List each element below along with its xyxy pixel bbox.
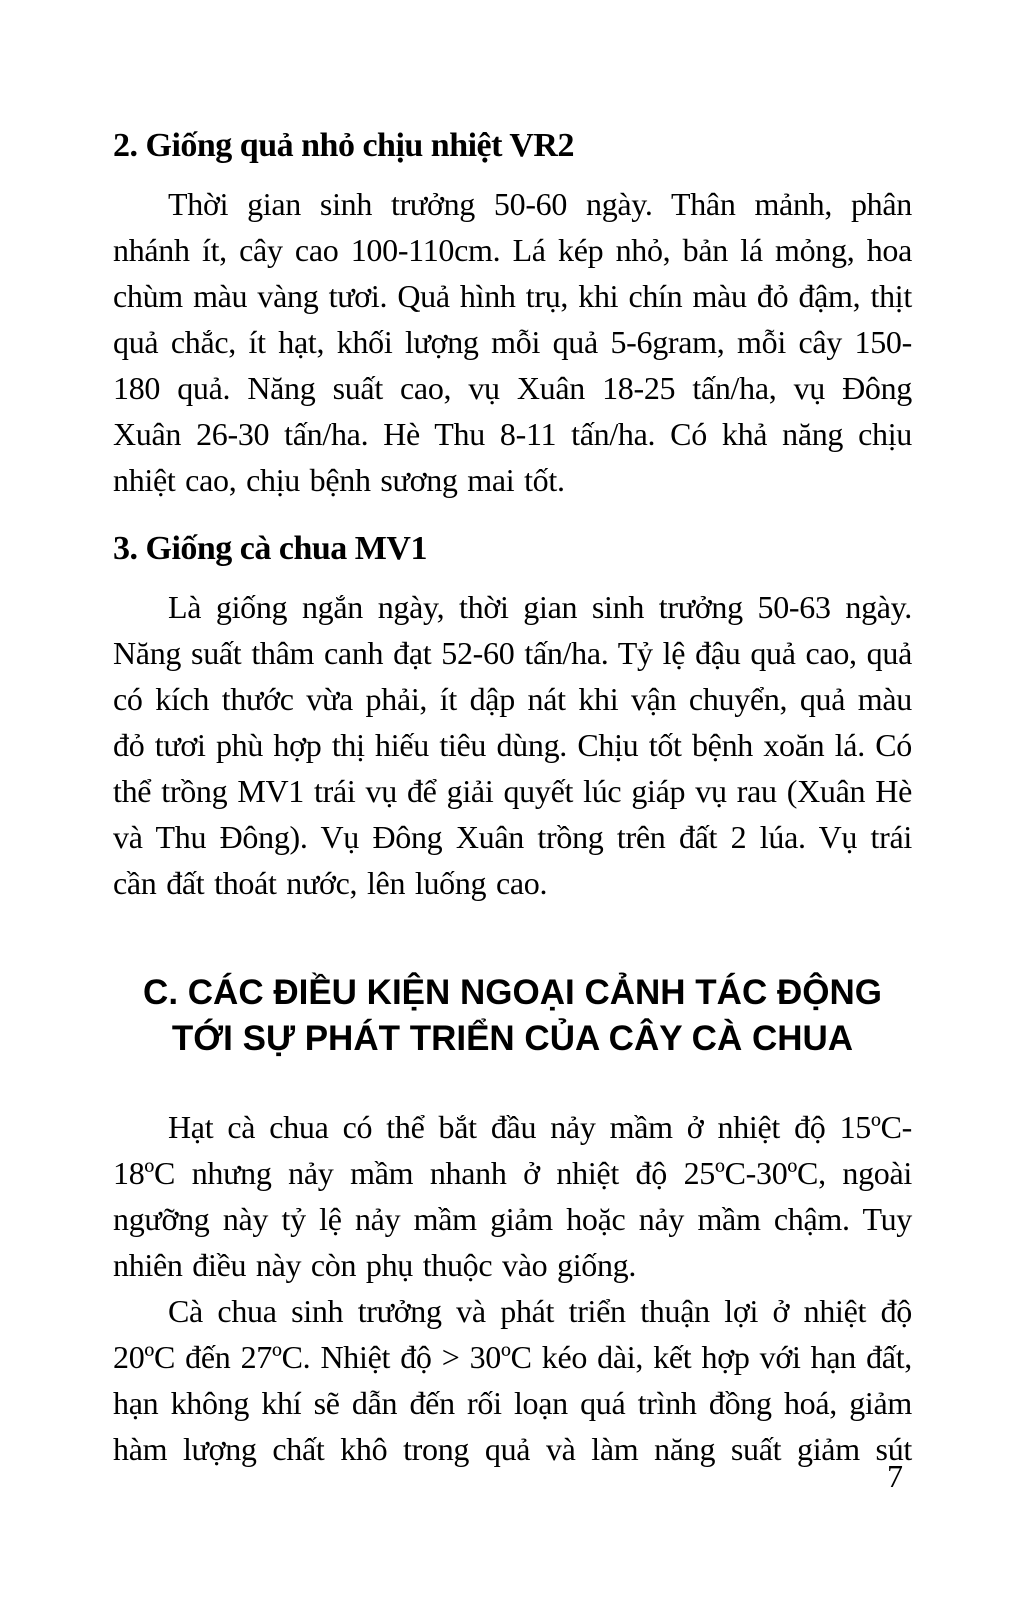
- paragraph-vr2-description: Thời gian sinh trưởng 50-60 ngày. Thân mảnh, phân nhánh ít, cây cao 100-110cm. Lá kép nhỏ, bản lá mỏng, hoa chùm màu vàng tươi. Quả hình trụ, khi chín màu đỏ đậm, thịt quả chắc, ít hạt, khối lượng mỗi quả 5-6gram, mỗi cây 150-180 quả. Năng suất cao, vụ Xuân 18-25 tấn/ha, vụ Đông Xuân 26-30 tấn/ha. Hè Thu 8-11 tấn/ha. Có khả năng chịu nhiệt cao, chịu bệnh sương mai tốt.: [113, 185, 912, 498]
- page-number: 7: [887, 1458, 903, 1494]
- paragraph-mv1-description: Là giống ngắn ngày, thời gian sinh trưởng 50-63 ngày. Năng suất thâm canh đạt 52-60 tấn/ha. Tỷ lệ đậu quả cao, quả có kích thước vừa phải, ít dập nát khi vận chuyển, quả màu đỏ tươi phù hợp thị hiếu tiêu dùng. Chịu tốt bệnh xoăn lá. Có thể trồng MV1 trái vụ để giải quyết lúc giáp vụ rau (Xuân Hè và Thu Đông). Vụ Đông Xuân trồng trên đất 2 lúa. Vụ trái cần đất thoát nước, lên luống cao.: [113, 588, 912, 901]
- section-heading-vr2: 2. Giống quả nhỏ chịu nhiệt VR2: [113, 127, 574, 164]
- paragraph-germination-temperature: Hạt cà chua có thể bắt đầu nảy mầm ở nhiệt độ 15ºC-18ºC nhưng nảy mầm nhanh ở nhiệt độ 25ºC-30ºC, ngoài ngưỡng này tỷ lệ nảy mầm giảm hoặc nảy mầm chậm. Tuy nhiên điều này còn phụ thuộc vào giống.: [113, 1108, 912, 1283]
- section-heading-mv1: 3. Giống cà chua MV1: [113, 529, 427, 567]
- paragraph-growth-temperature: Cà chua sinh trưởng và phát triển thuận lợi ở nhiệt độ 20ºC đến 27ºC. Nhiệt độ > 30ºC kéo dài, kết hợp với hạn đất, hạn không khí sẽ dẫn đến rối loạn quá trình đồng hoá, giảm hàm lượng chất khô trong quả và làm năng suất giảm sút: [113, 1292, 912, 1467]
- chapter-heading-environment: C. CÁC ĐIỀU KIỆN NGOẠI CẢNH TÁC ĐỘNG TỚI SỰ PHÁT TRIỂN CỦA CÂY CÀ CHUA: [143, 972, 882, 1058]
